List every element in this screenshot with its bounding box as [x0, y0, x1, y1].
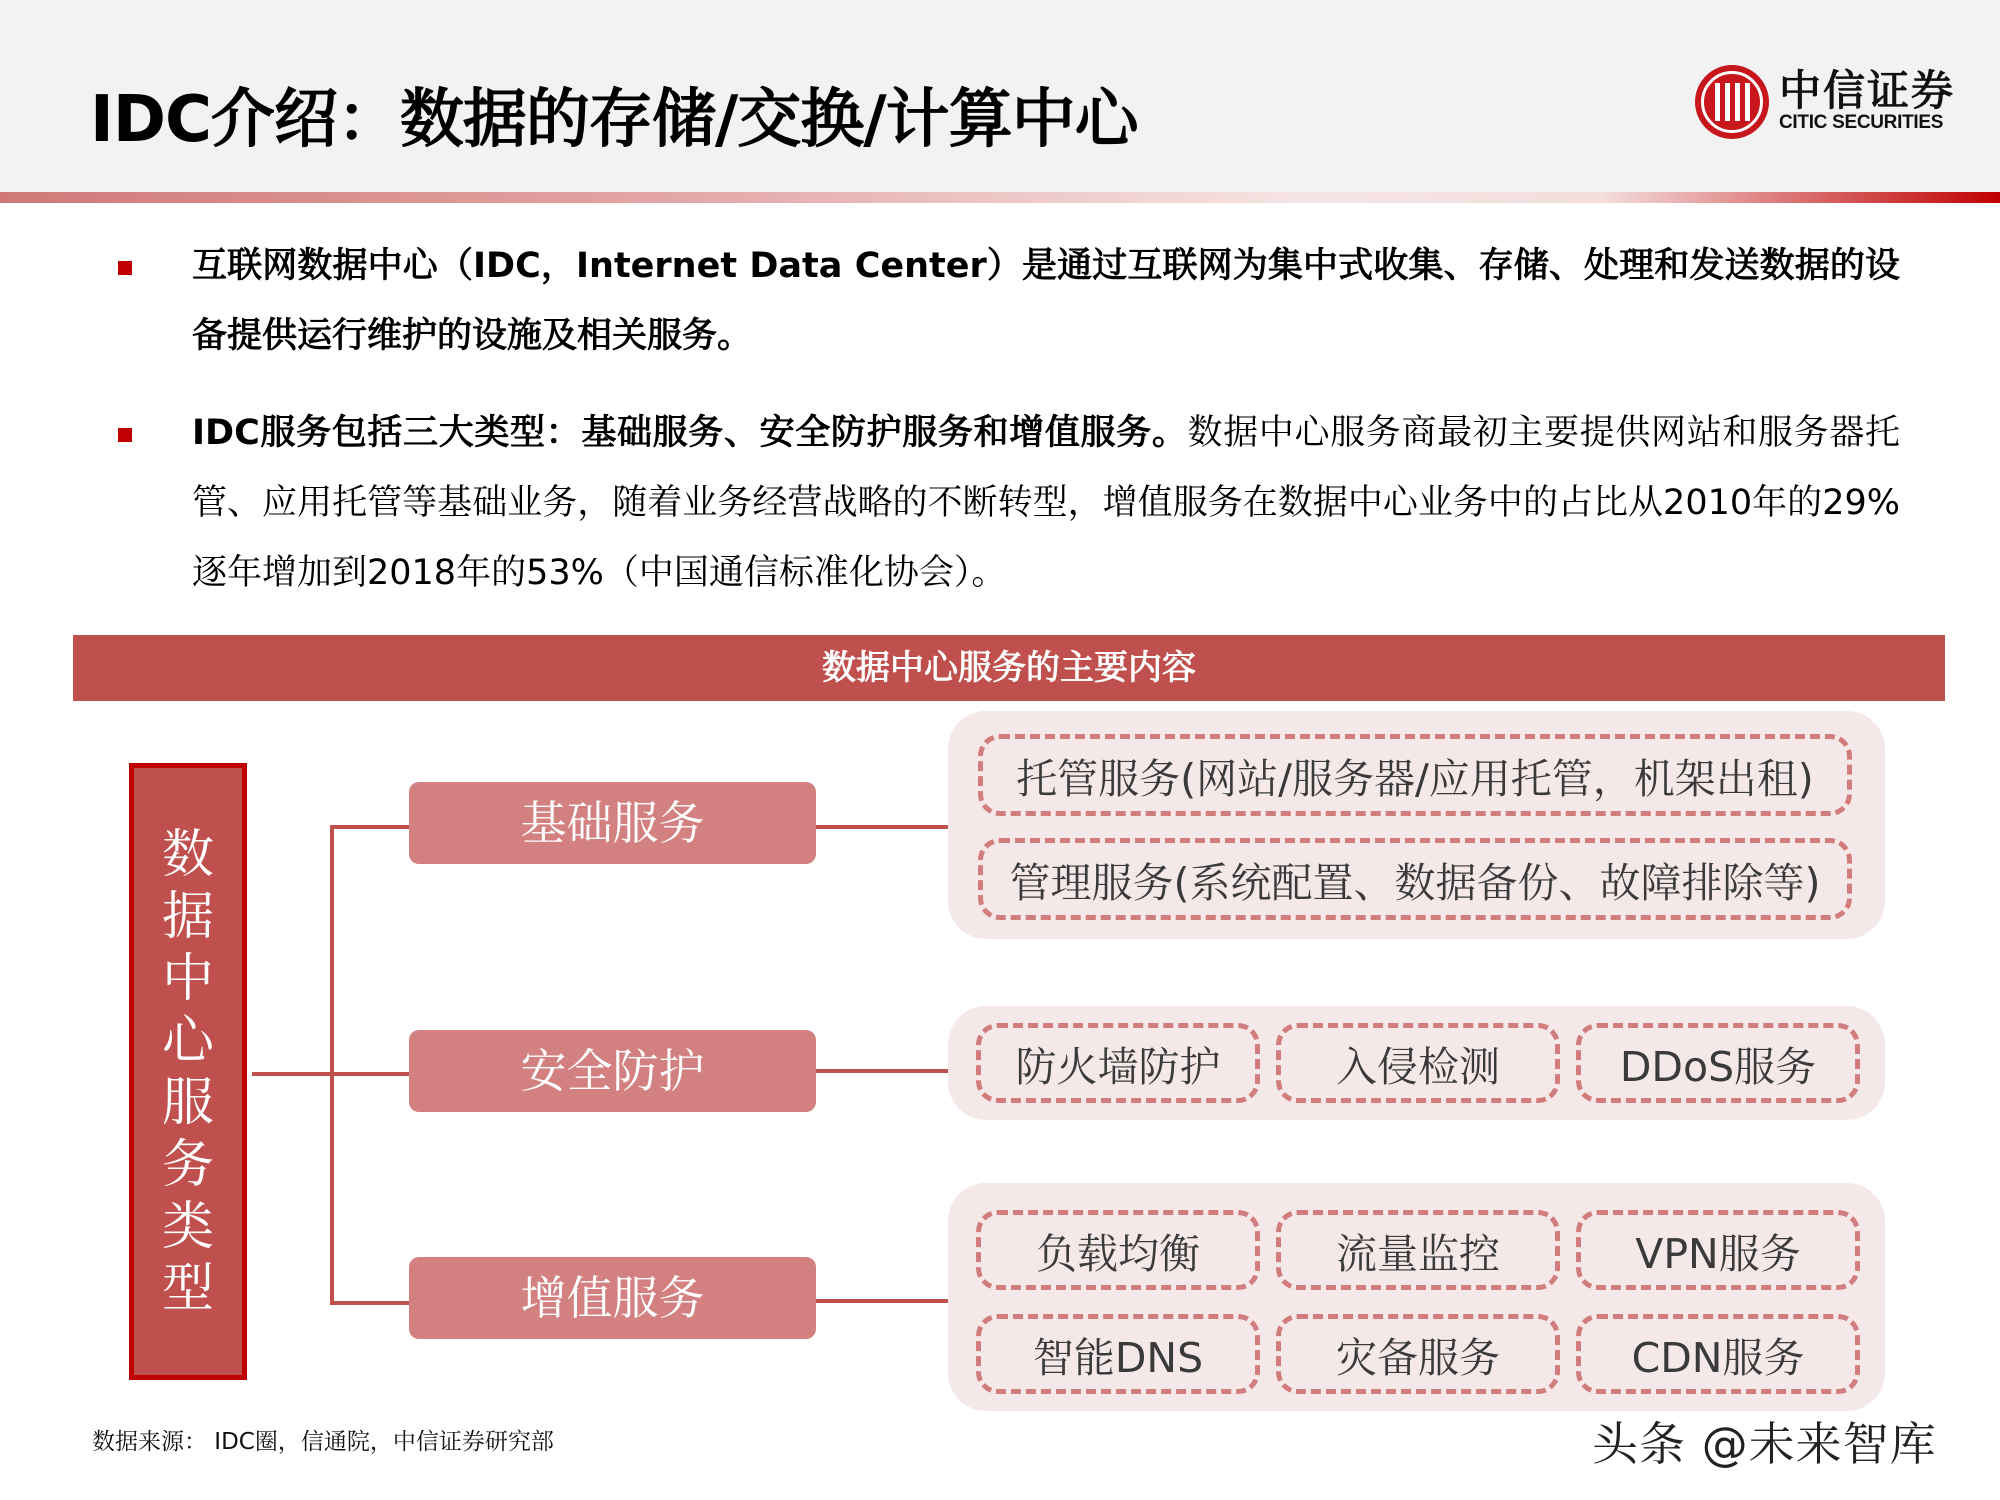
service-tag: DDoS服务	[1576, 1023, 1860, 1103]
bullet-2-text: 数据中心服务商最初主要提供网站和服务器托管、应用托管等基础业务，随着业务经营战略的不断转型，增值服务在数据中心业务中的占比从2010年的29%逐年增加到2018年的53%（中国通信标准化协会）。	[192, 413, 1900, 593]
root-char: 型	[161, 1258, 214, 1319]
watermark: 头条 @未来智库	[1592, 1417, 1937, 1471]
header-divider	[0, 192, 2000, 203]
connector-trunk	[330, 825, 334, 1305]
bullet-marker-icon	[118, 261, 132, 275]
root-char: 数	[161, 824, 214, 885]
connector-line	[816, 1069, 950, 1073]
service-tag: 灾备服务	[1276, 1314, 1560, 1394]
service-tag: 托管服务(网站/服务器/应用托管，机架出租)	[978, 734, 1852, 816]
root-node-service-types	[129, 763, 247, 1380]
bullet-marker-icon	[118, 428, 132, 442]
bullet-paragraph-2	[192, 398, 1900, 608]
service-tag: 入侵检测	[1276, 1023, 1560, 1103]
connector-line	[816, 825, 950, 829]
logo-name-cn: 中信证券	[1779, 66, 1956, 115]
root-char: 中	[161, 948, 214, 1009]
root-char: 服	[161, 1072, 214, 1133]
page-title: IDC介绍：数据的存储/交换/计算中心	[90, 83, 1138, 157]
group-value-added	[948, 1183, 1885, 1411]
connector-line	[330, 825, 412, 829]
bullet-2-bold-text: IDC服务包括三大类型：基础服务、安全防护服务和增值服务。	[192, 413, 1188, 453]
connector-line	[330, 1301, 412, 1305]
bullet-paragraph-1	[192, 231, 1900, 371]
connector-line	[816, 1299, 950, 1303]
header	[0, 0, 2000, 192]
logo-name-en: CITIC SECURITIES	[1779, 112, 1944, 133]
service-tag: 流量监控	[1276, 1210, 1560, 1290]
service-tag: 管理服务(系统配置、数据备份、故障排除等)	[978, 838, 1852, 920]
group-security	[948, 1006, 1885, 1120]
service-tag: 防火墙防护	[976, 1023, 1260, 1103]
service-tag: 负载均衡	[976, 1210, 1260, 1290]
group-basic-services	[948, 711, 1885, 939]
root-char: 据	[161, 886, 214, 947]
category-value-added: 增值服务	[409, 1257, 816, 1339]
category-basic-services: 基础服务	[409, 782, 816, 864]
root-char: 心	[161, 1010, 214, 1071]
category-security: 安全防护	[409, 1030, 816, 1112]
root-char: 务	[161, 1134, 214, 1195]
bullet-1-bold-text: 互联网数据中心（IDC，Internet Data Center）是通过互联网为集中式收集、存储、处理和发送数据的设备提供运行维护的设施及相关服务。	[192, 246, 1900, 356]
data-source-note: 数据来源： IDC圈，信通院，中信证券研究部	[92, 1429, 554, 1455]
citic-logo-icon	[1695, 65, 1769, 139]
diagram-banner: 数据中心服务的主要内容	[73, 635, 1945, 701]
root-char: 类	[161, 1196, 214, 1257]
service-tag: VPN服务	[1576, 1210, 1860, 1290]
service-tag: CDN服务	[1576, 1314, 1860, 1394]
company-logo	[1695, 62, 1965, 142]
service-tag: 智能DNS	[976, 1314, 1260, 1394]
